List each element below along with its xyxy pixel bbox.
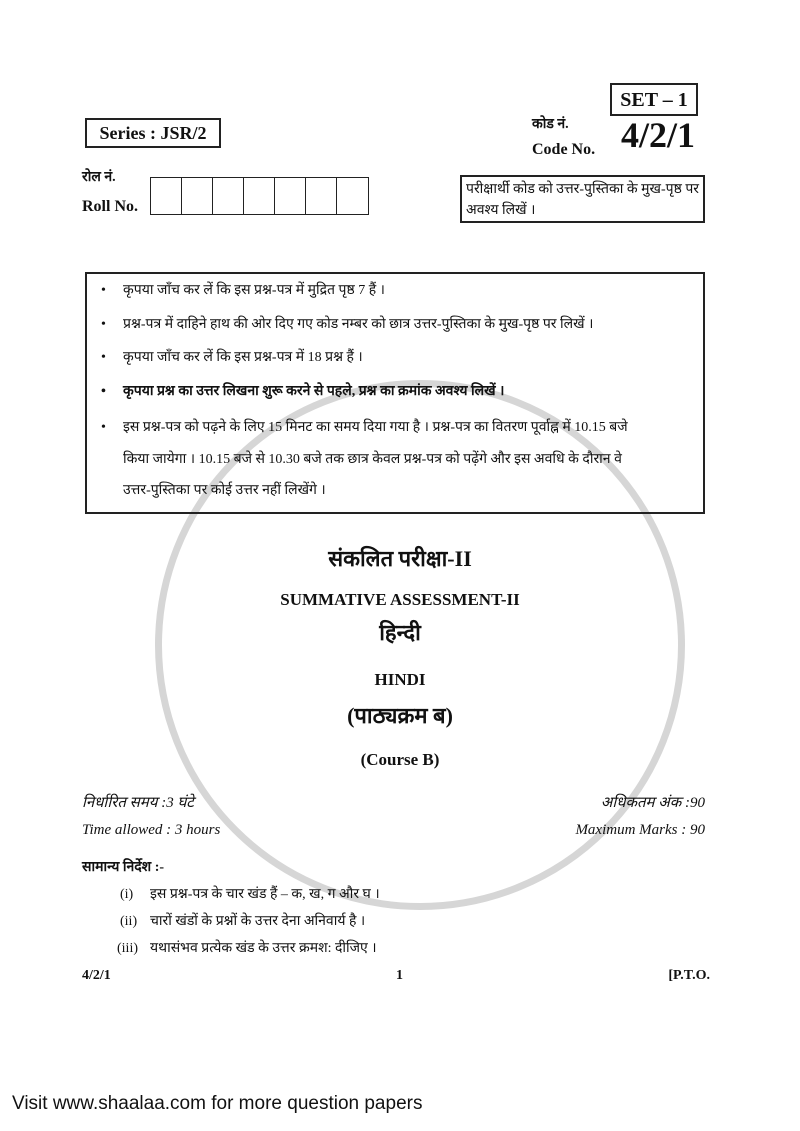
subject-hi: हिन्दी	[379, 620, 421, 645]
max-marks-en: Maximum Marks : 90	[575, 822, 705, 838]
page-number: 1	[396, 968, 403, 983]
instruction: उत्तर-पुस्तिका पर कोई उत्तर नहीं लिखेंगे ।	[123, 483, 326, 498]
roll-number-boxes[interactable]	[150, 177, 369, 215]
item-number: (ii)	[120, 914, 138, 929]
course-en: (Course B)	[360, 750, 440, 769]
code-note: परीक्षार्थी कोड को उत्तर-पुस्तिका के मुख-पृष्ठ पर अवश्य लिखें ।	[460, 175, 705, 223]
max-marks-hi: अधिकतम अंक :90	[600, 795, 705, 811]
instruction: प्रश्न-पत्र में दाहिने हाथ की ओर दिए गए कोड नम्बर को छात्र उत्तर-पुस्तिका के मुख-पृष्ठ पर लिखें ।	[123, 317, 594, 332]
item-number: (iii)	[117, 941, 138, 956]
set-label: SET – 1	[610, 83, 698, 116]
code-label-hi: कोड नं.	[532, 117, 569, 132]
code-label-en: Code No.	[532, 141, 596, 158]
series-label: Series : JSR/2	[85, 118, 221, 148]
roll-label-en: Roll No.	[82, 198, 138, 215]
footer-code: 4/2/1	[82, 968, 111, 983]
instruction: इस प्रश्न-पत्र को पढ़ने के लिए 15 मिनट का समय दिया गया है । प्रश्न-पत्र का वितरण पूर्वाह्न में 10.15 बजे	[123, 420, 628, 435]
pto-label: [P.T.O.	[668, 968, 710, 983]
item-number: (i)	[120, 887, 134, 902]
instruction: कृपया जाँच कर लें कि इस प्रश्न-पत्र में मुद्रित पृष्ठ 7 हैं ।	[123, 283, 385, 298]
general-instruction: इस प्रश्न-पत्र के चार खंड हैं – क, ख, ग और घ ।	[150, 887, 380, 902]
course-hi: (पाठ्यक्रम ब)	[347, 703, 453, 728]
code-number: 4/2/1	[620, 115, 695, 155]
subject-en: HINDI	[374, 670, 426, 689]
roll-label-hi: रोल नं.	[82, 170, 116, 185]
general-instructions-heading: सामान्य निर्देश :-	[82, 860, 165, 875]
time-allowed-en: Time allowed : 3 hours	[82, 822, 221, 838]
exam-title-hi: संकलित परीक्षा-II	[328, 546, 472, 571]
exam-title-en: SUMMATIVE ASSESSMENT-II	[280, 590, 520, 609]
instruction: किया जायेगा । 10.15 बजे से 10.30 बजे तक छात्र केवल प्रश्न-पत्र को पढ़ेंगे और इस अवधि के दौरान वे	[123, 452, 622, 467]
general-instruction: यथासंभव प्रत्येक खंड के उत्तर क्रमश: दीजिए ।	[150, 941, 377, 956]
instruction: कृपया प्रश्न का उत्तर लिखना शुरू करने से पहले, प्रश्न का क्रमांक अवश्य लिखें ।	[123, 384, 505, 399]
general-instruction: चारों खंडों के प्रश्नों के उत्तर देना अनिवार्य है ।	[150, 914, 366, 929]
instructions-box: • कृपया जाँच कर लें कि इस प्रश्न-पत्र में मुद्रित पृष्ठ 7 हैं । • प्रश्न-पत्र में दाहिने हाथ की ओर दिए गए कोड नम्बर को छात्र उत्तर-पुस्तिका के मुख-पृष्ठ पर लिखें । • कृपया जाँच कर लें कि इस प्रश्न-पत्र में 18 प्रश्न हैं । • कृपया प्रश्न का उत्तर लिखना शुरू करने से पहले, प्रश्न का क्रमांक अवश्य लिखें । • इस प्रश्न-पत्र को पढ़ने के लिए 15 मिनट का समय दिया गया है । प्रश्न-पत्र का वितरण पूर्वाह्न में 10.15 बजे किया जायेगा । 10.15 बजे से 10.30 बजे तक छात्र केवल प्रश्न-पत्र को पढ़ेंगे और इस अवधि के दौरान वे उत्तर-पुस्तिका पर कोई उत्तर नहीं लिखेंगे ।	[85, 272, 705, 514]
time-allowed-hi: निर्धारित समय :3 घंटे	[82, 795, 194, 811]
instruction: कृपया जाँच कर लें कि इस प्रश्न-पत्र में 18 प्रश्न हैं ।	[123, 350, 363, 365]
shaalaa-banner-link[interactable]: Visit www.shaalaa.com for more question papers	[12, 1093, 423, 1114]
